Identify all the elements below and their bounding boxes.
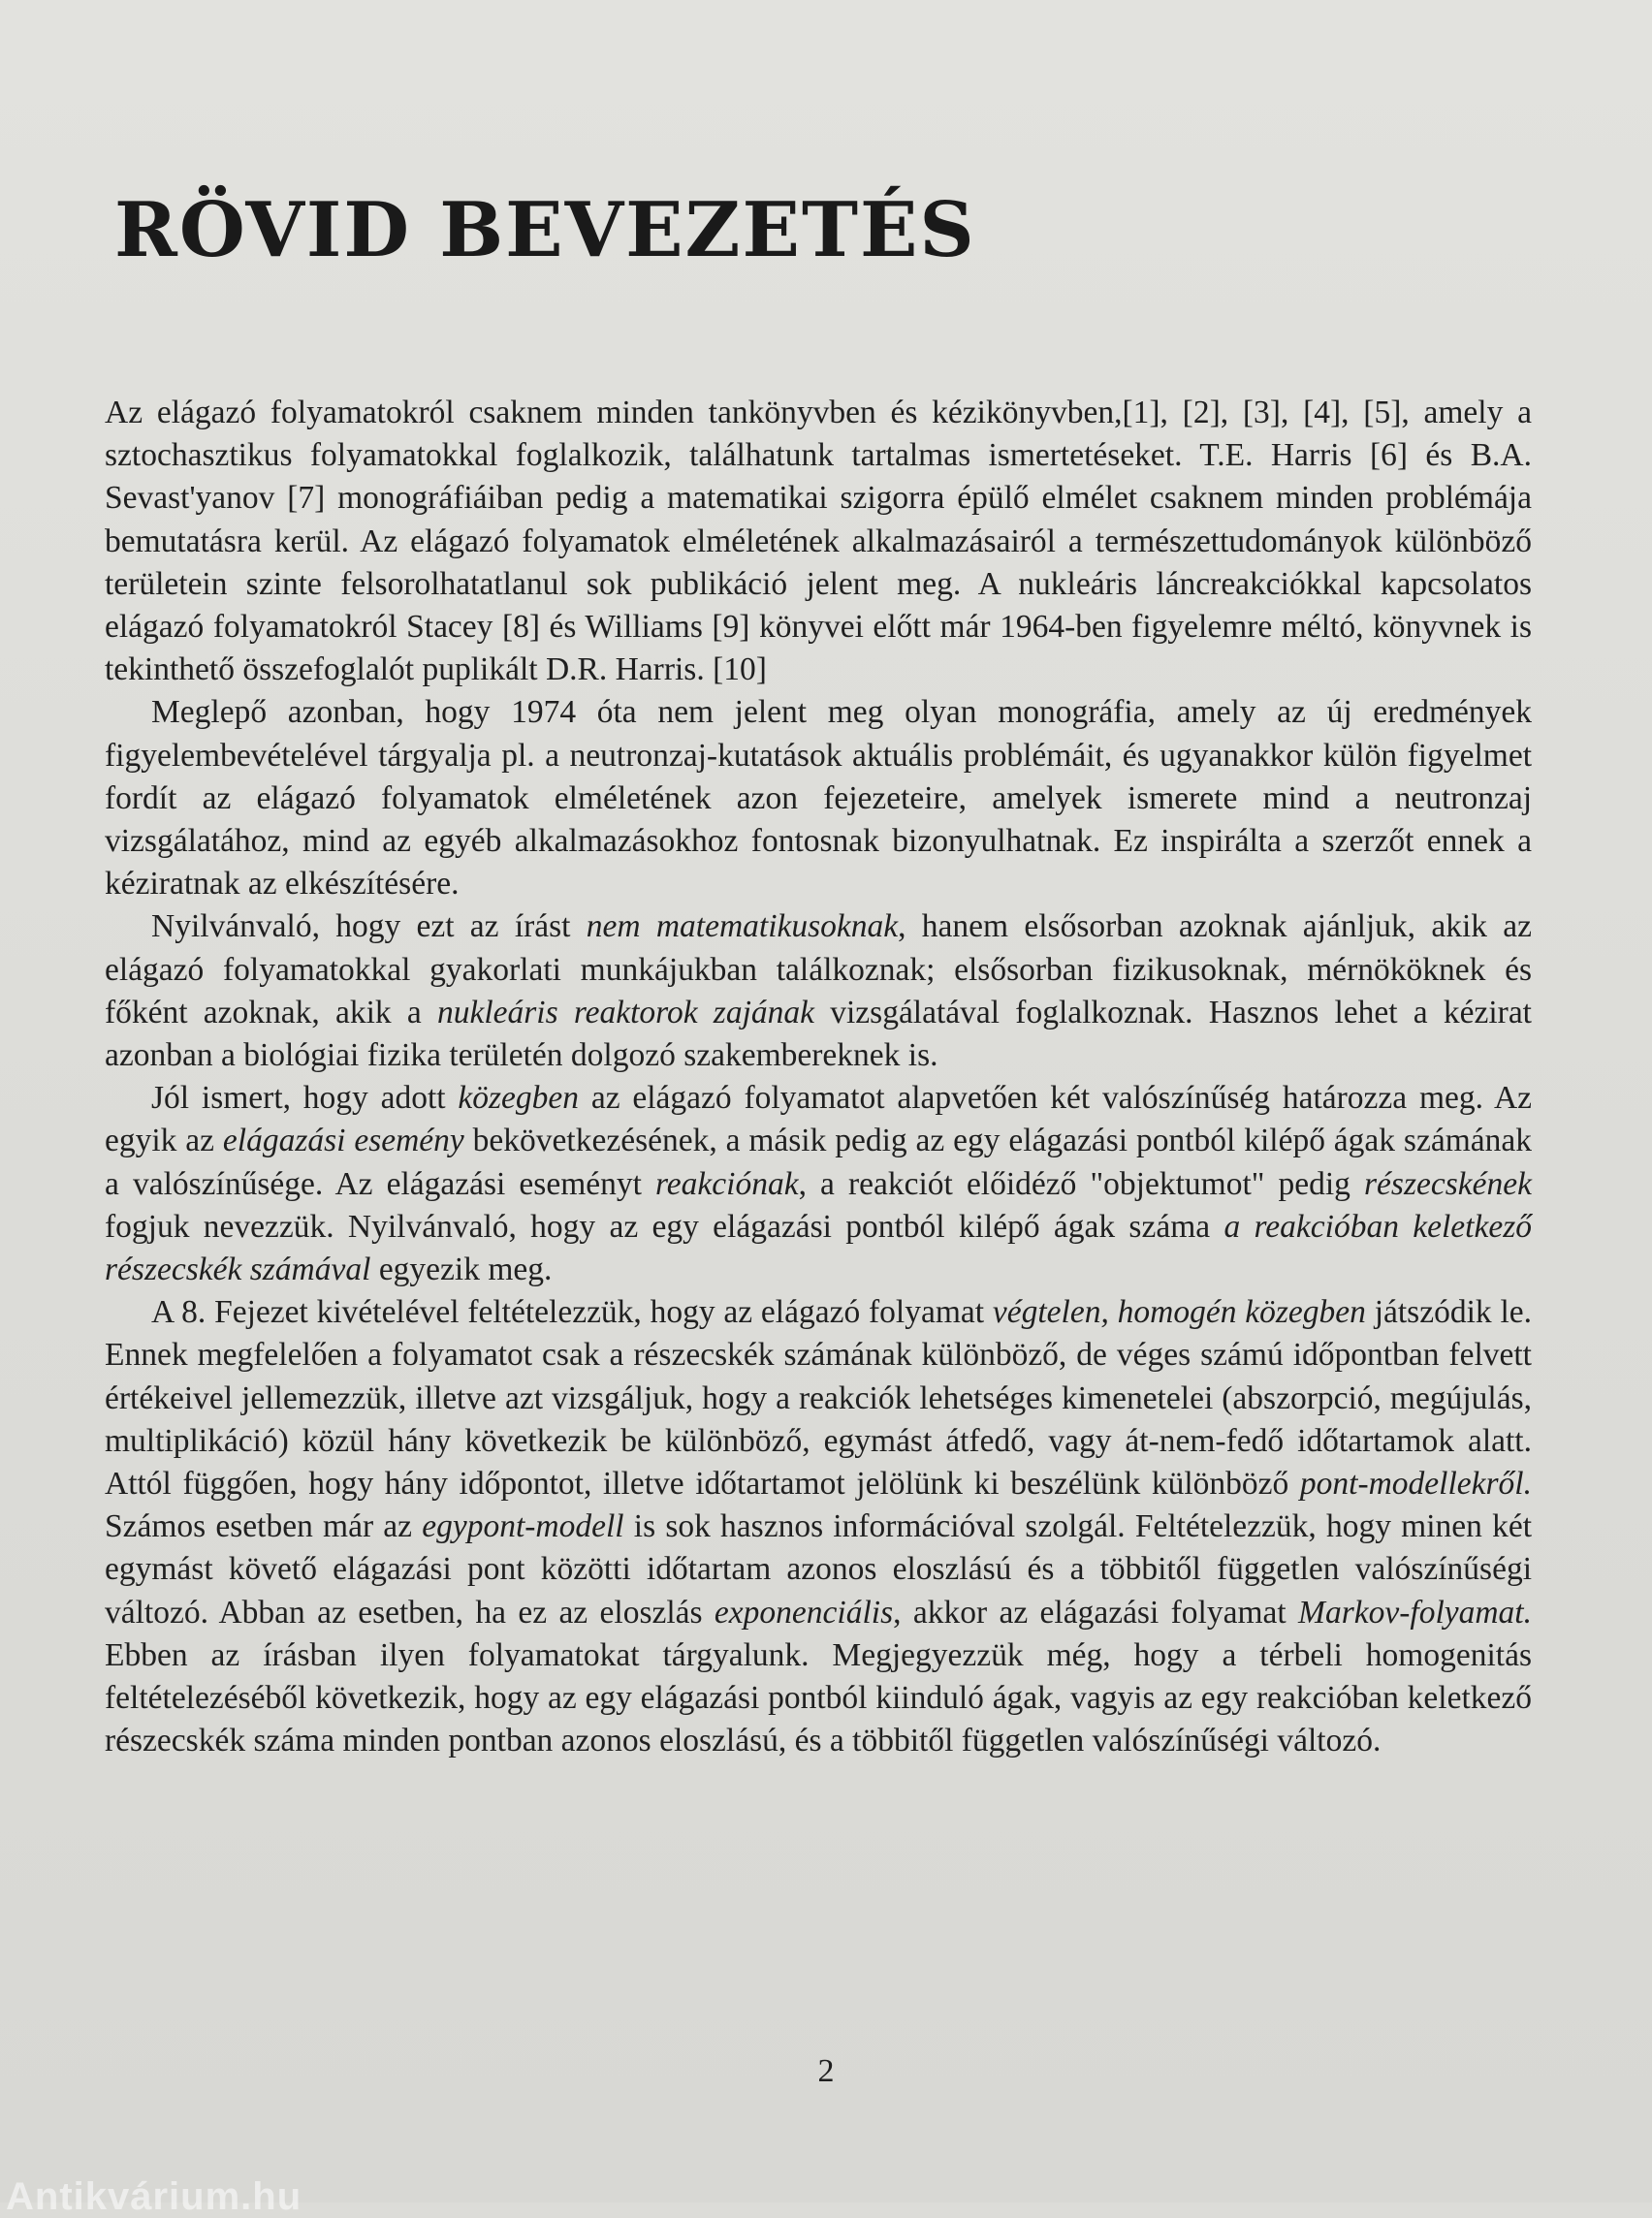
paragraph-5	[105, 1291, 1532, 1762]
text-run: az elágazó folyamatot alapvetően két valószínűség határozza meg. Az egyik az	[105, 1080, 1533, 1159]
page-title: RÖVID BEVEZETÉS	[114, 186, 976, 274]
text-run: Számos esetben már az	[105, 1508, 423, 1545]
text-run: fogjuk nevezzük. Nyilvánvaló, hogy az egy elágazási pontból kilépő ágak száma	[105, 1208, 1224, 1245]
text-run: Nyilvánvaló, hogy ezt az írást	[151, 908, 587, 945]
page-number: 2	[817, 2053, 835, 2089]
text-run: , akkor az elágazási folyamat	[893, 1594, 1299, 1631]
text-run: is sok hasznos információval szolgál. Feltételezzük, hogy minen két egymást követő elágazási pont közötti időtartam azonos eloszlású és a többitől független valószínűségi változó. Abban az esetben, ha ez az eloszlás	[105, 1508, 1533, 1631]
paragraph-4	[105, 1077, 1532, 1291]
text-run: egyezik meg.	[370, 1252, 553, 1288]
emphasis-text: exponenciális	[714, 1594, 894, 1631]
watermark: Antikvárium.hu	[6, 2175, 302, 2218]
emphasis-text: részecskének	[1364, 1165, 1532, 1202]
emphasis-text: Markov-folyamat.	[1298, 1594, 1532, 1631]
text-run: bekövetkezésének, a másik pedig az egy elágazási pontból kilépő ágak számának a valószínűsége. Az elágazási eseményt	[105, 1123, 1532, 1202]
text-run: , hanem elsősorban azoknak ajánljuk, akik az elágazó folyamatokkal gyakorlati munkájukban találkoznak; elsősorban fizikusoknak, mérnököknek és főként azoknak, akik a	[105, 908, 1533, 1030]
emphasis-text: közegben	[458, 1080, 580, 1117]
emphasis-text: reakciónak	[655, 1165, 799, 1202]
text-run: vizsgálatával foglalkoznak. Hasznos lehet a kézirat azonban a biológiai fizika területén dolgozó szakembereknek is.	[105, 994, 1532, 1074]
text-run: , a reakciót előidéző "objektumot" pedig	[798, 1165, 1365, 1202]
emphasis-text: nukleáris reaktorok zajának	[436, 994, 815, 1030]
text-run: játszódik le. Ennek megfelelően a folyamatot csak a részecskék számának különböző, de véges számú időpontban felvett értékeivel jellemezzük, illetve azt vizsgáljuk, hogy a reakciók lehetséges kimenetelei (abszorpció, megújulás, multiplikáció) közül hány következik be különböző, egymást átfedő, vagy át-nem-fedő időtartamok alatt. Attól függően, hogy hány időpontot, illetve időtartamot jelölünk ki beszélünk különböző	[105, 1294, 1532, 1503]
emphasis-text: pont-modellekről.	[1299, 1466, 1532, 1503]
emphasis-text: végtelen, homogén közegben	[992, 1294, 1366, 1331]
text-run: Meglepő azonban, hogy 1974 óta nem jelent meg olyan monográfia, amely az új eredmények figyelembevételével tárgyalja pl. a neutronzaj-kutatások aktuális problémáit, és ugyanakkor külön figyelmet fordít az elágazó folyamatok elméletének azon fejezeteire, amelyek ismerete mind a neutronzaj vizsgálatához, mind az egyéb alkalmazásokhoz fontosnak bizonyulhatnak. Ez inspirálta a szerzőt ennek a kéziratnak az elkészítésére.	[105, 694, 1532, 903]
text-run: Ebben az írásban ilyen folyamatokat tárgyalunk. Megjegyezzük még, hogy a térbeli homogenitás feltételezéséből következik, hogy az egy elágazási pontból kiinduló ágak, vagyis az egy reakcióban keletkező részecskék száma minden pontban azonos eloszlású, és a többitől független valószínűségi változó.	[105, 1636, 1532, 1759]
emphasis-text: egypont-modell	[422, 1508, 624, 1545]
emphasis-text: nem matematikusoknak	[586, 908, 899, 945]
paragraph-2	[105, 691, 1532, 905]
text-run: Jól ismert, hogy adott	[151, 1080, 459, 1117]
emphasis-text: a reakcióban keletkező részecskék számával	[105, 1208, 1532, 1288]
paragraph-1	[105, 392, 1532, 691]
emphasis-text: elágazási esemény	[222, 1123, 464, 1159]
text-run: Az elágazó folyamatokról csaknem minden tankönyvben és kézikönyvben,[1], [2], [3], [4], [5], amely a sztochasztikus folyamatokkal foglalkozik, találhatunk tartalmas ismertetéseket. T.E. Harris [6] és B.A. Sevast'yanov [7] monográfiáiban pedig a matematikai szigorra épülő elmélet csaknem minden problémája bemutatásra kerül. Az elágazó folyamatok elméletének alkalmazásairól a természettudományok különböző területein szinte felsorolhatatlanul sok publikáció jelent meg. A nukleáris láncreakciókkal kapcsolatos elágazó folyamatokról Stacey [8] és Williams [9] könyvei előtt már 1964-ben figyelemre méltó, könyvnek is tekinthető összefoglalót puplikált D.R. Harris. [10]	[105, 395, 1532, 688]
body-text	[105, 392, 1532, 1763]
text-run: A 8. Fejezet kivételével feltételezzük, hogy az elágazó folyamat	[151, 1294, 993, 1331]
paragraph-3	[105, 905, 1532, 1077]
